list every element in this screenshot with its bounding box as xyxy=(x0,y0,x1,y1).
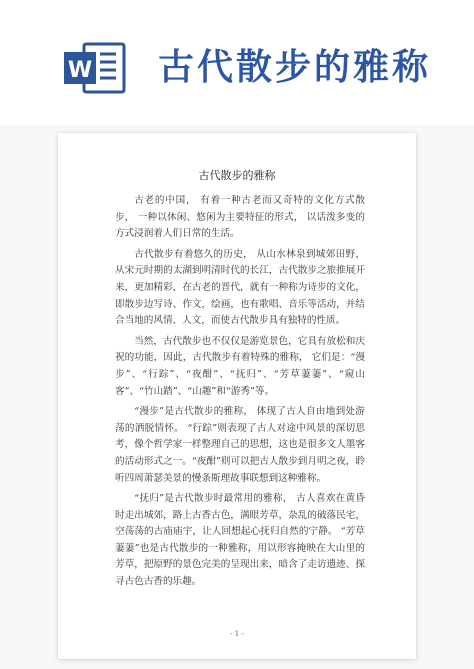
word-document-icon xyxy=(62,42,128,94)
logo-letter: W xyxy=(67,58,93,83)
paragraph: 古代散步有着悠久的历史， 从山水林泉到城郊田野， 从宋元时期的太湖到明清时代的长江，古代散步之旅推展开来，更加精彩，在古老的晋代，就有一种称为诗步的文化，即散步边写诗、作文，绘画，也有歌唱、音乐等活动，并结合当地的风情、人文，而使古代散步具有独特的性质。 xyxy=(115,248,365,327)
page-number: - 1 - xyxy=(230,630,244,638)
paragraph: “漫步”是古代散步的雅称， 体现了古人自由地到处游荡的洒脱情怀。 “行踪”则表现了古人对途中风景的深切思考，像个哲学家一样整理自己的思想，这也是很多文人墨客的活动形式之一。“夜酣”则可以把古人散步到月明之夜，聆听四周萧瑟美景的慢条斯理故事联想到这种雅称。 xyxy=(115,406,365,484)
paragraph: “抚归”是古代散步时最常用的雅称， 古人喜欢在黄昏时走出城郊，路上古香古色，满眼芳草，杂乱的破落民宅，空荡荡的古庙庙宇，让人回想起心抚归自然的宁静。 “芳草萋萋”也是古代散步的一种雅称，用以形容掩映在大山里的芳草，把原野的景色完美的呈现出来，暗含了走访遗迹、探寻古色古香的乐趣。 xyxy=(115,493,365,588)
paragraph: 当然，古代散步也不仅仅是游览景色，它具有放松和庆祝的功能，因此，古代散步有着特殊的雅称， 它们是：“漫步”、“行踪”、“夜酣”、“抚归”、“芳草萋萋”、“窥山客”、“竹山踏”、“山趣”和“游秀”等。 xyxy=(115,335,365,397)
banner-title: 古代散步的雅称 xyxy=(158,47,432,88)
document-body xyxy=(115,193,365,595)
header-banner xyxy=(0,0,474,125)
paragraph: 古老的中国， 有着一种古老而又奇特的文化方式散步， 一种以休闲、悠闲为主要特征的形式， 以话泼多变的方式浸润着人们日常的生活。 xyxy=(115,195,365,240)
document-title: 古代散步的雅称 xyxy=(198,169,276,182)
document-page xyxy=(58,133,416,659)
